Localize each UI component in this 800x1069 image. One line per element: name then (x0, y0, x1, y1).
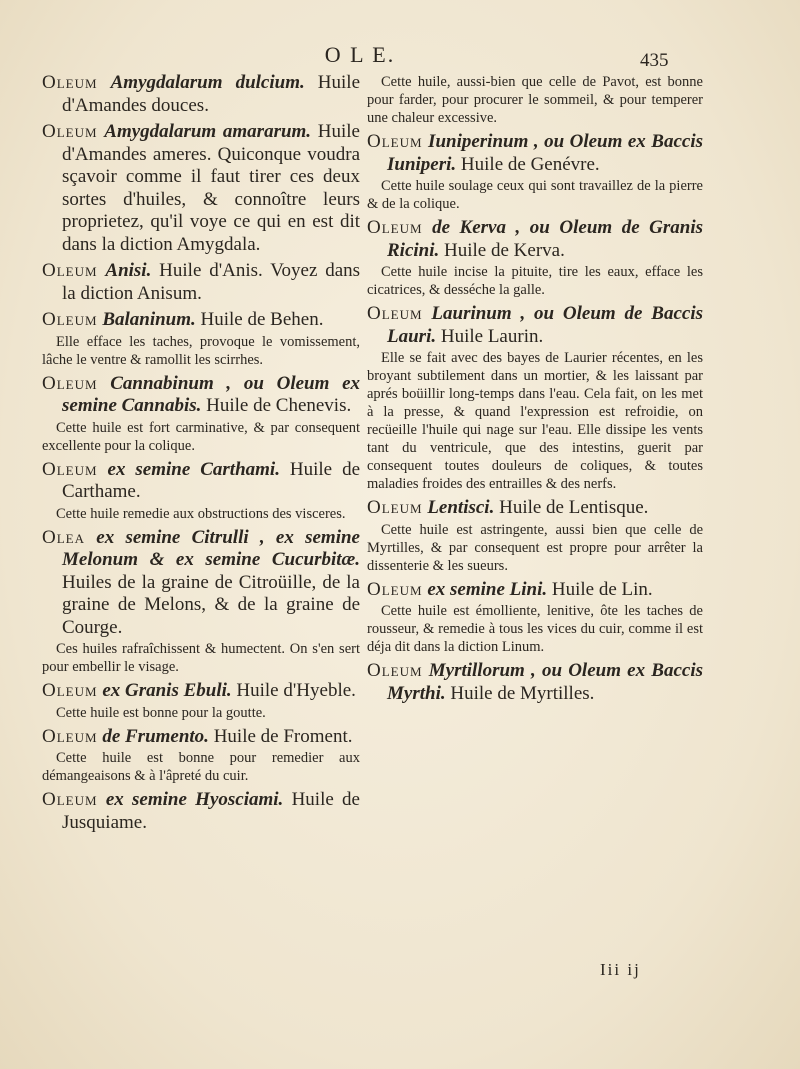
entry-keyword: Oleum (42, 72, 98, 93)
entry-french-name: Huile d'Amandes ameres. Quiconque voudra sçavoir comme il faut tirer ces deux sortes d'huiles, & connoître leurs proprietez, qu'il voye ce qui en est dit dans la diction Amygdala. (62, 121, 360, 255)
entry-headword (367, 579, 703, 602)
entry-french-name: Huile de Chenevis. (206, 395, 352, 416)
entry-keyword: Oleum (367, 303, 423, 324)
entry-keyword: Oleum (42, 260, 98, 281)
entry-french-name: Huiles de la graine de Citroüille, de la graine de Melons, & de la graine de Courge. (62, 571, 360, 638)
entry-keyword: Oleum (367, 660, 423, 681)
entry-latin-name: ex semine Hyosciami. (105, 789, 284, 810)
entry-latin-name: de Frumento. (102, 725, 209, 747)
entry-note: Cette huile incise la pituite, tire les eaux, efface les cicatrices, & desséche la galle. (367, 264, 703, 298)
entry-note: Cette huile est émolliente, lenitive, ôte les taches de rousseur, & remedie à tous les vices du cuir, comme il est déja dit dans la diction Linum. (367, 603, 703, 655)
entry-keyword: Oleum (42, 372, 98, 394)
dictionary-entry (367, 73, 703, 127)
entry-latin-name: Iuniperinum , ou Oleum ex Baccis Iuniperi. (387, 131, 703, 175)
dictionary-entry (42, 72, 360, 117)
entry-latin-name: ex semine Carthami. (107, 458, 280, 480)
entry-headword (42, 789, 360, 834)
entry-note: Cette huile, aussi-bien que celle de Pavot, est bonne pour farder, pour procurer le sommeil, & pour temperer une chaleur excessive. (367, 74, 703, 126)
entry-keyword: Oleum (42, 458, 98, 480)
entry-latin-name: ex semine Citrulli , ex semine Melonum & ex semine Cucurbitæ. (62, 526, 360, 570)
entry-french-name: Huile de Lin. (551, 578, 653, 600)
entry-french-name: Huile de Myrtilles. (450, 682, 595, 704)
signature-mark: Iii ij (600, 960, 641, 979)
entry-headword (367, 303, 703, 348)
entry-french-name: Huile de Carthame. (62, 458, 360, 502)
dictionary-entry (367, 497, 703, 575)
entry-note: Cette huile est astringente, aussi bien que celle de Myrtilles, & par consequent est propre pour arrêter la dissenterie & les sueurs. (367, 521, 703, 574)
entry-headword (42, 527, 360, 640)
entry-french-name: Huile de Froment. (213, 725, 353, 747)
entry-note: Cette huile remedie aux obstructions des visceres. (56, 505, 346, 522)
entry-keyword: Oleum (367, 217, 423, 238)
entry-keyword: Oleum (42, 789, 98, 810)
left-column (42, 72, 360, 838)
entry-french-name: Huile de Kerva. (444, 239, 565, 261)
entry-french-name: Huile de Behen. (200, 309, 324, 330)
entry-french-name: Huile de Genévre. (460, 153, 600, 175)
entry-latin-name: Anisi. (105, 260, 152, 281)
dictionary-entry (42, 260, 360, 305)
dictionary-entry (367, 217, 703, 299)
dictionary-entry (42, 121, 360, 256)
entry-headword (42, 726, 360, 749)
entry-latin-name: Amygdalarum amararum. (104, 121, 312, 142)
entry-note: Elle se fait avec des bayes de Laurier récentes, en les broyant subtilement dans un mortier, & les laissant par aprés boüillir long-temps dans l'eau. Cela fait, on les met à la presse, & quand l'expression est refroidie, on recüeille l'huile qui nage sur l'eau. Elle dissipe les vents tant du ventricule, que des intestins, guerit par consequent toutes douleurs de coliques, & toutes maladies froides des entrailles & des nerfs. (367, 350, 703, 492)
dictionary-entry (42, 680, 360, 722)
entry-latin-name: ex semine Lini. (427, 578, 548, 600)
entry-latin-name: Balaninum. (102, 309, 196, 330)
running-head: O L E. (324, 42, 396, 67)
entry-headword (367, 131, 703, 176)
entry-french-name: Huile d'Hyeble. (236, 680, 356, 701)
entry-headword (42, 680, 360, 703)
entry-latin-name: Cannabinum , ou Oleum ex semine Cannabis. (62, 372, 361, 416)
entry-headword (42, 459, 360, 504)
entry-keyword: Oleum (42, 680, 98, 701)
entry-headword (42, 72, 360, 117)
dictionary-entry (367, 303, 703, 493)
entry-headword (42, 309, 360, 332)
entry-latin-name: Amygdalarum dulcium. (110, 72, 305, 93)
entry-latin-name: Lentisci. (427, 497, 495, 518)
entry-headword (367, 497, 703, 520)
entry-note: Cette huile est bonne pour remedier aux démangeaisons & à l'âpreté du cuir. (42, 750, 360, 784)
page-number: 435 (640, 50, 669, 71)
right-column (367, 72, 703, 709)
dictionary-entry (42, 459, 360, 523)
dictionary-entry (42, 373, 360, 455)
entry-keyword: Oleum (367, 497, 423, 518)
entry-latin-name: Myrtillorum , ou Oleum ex Baccis Myrthi. (387, 660, 703, 704)
dictionary-entry (42, 726, 360, 786)
dictionary-entry (367, 660, 703, 705)
dictionary-entry (367, 131, 703, 213)
entry-keyword: Oleum (367, 578, 423, 600)
entry-note: Cette huile soulage ceux qui sont travaillez de la pierre & de la colique. (367, 178, 703, 212)
dictionary-entry (42, 309, 360, 369)
entry-headword (42, 260, 360, 305)
entry-headword (42, 373, 360, 418)
entry-latin-name: Laurinum , ou Oleum de Baccis Lauri. (387, 303, 704, 347)
page-header (0, 40, 800, 70)
entry-note: Elle efface les taches, provoque le vomissement, lâche le ventre & ramollit les scirrhes. (42, 333, 360, 368)
entry-keyword: Oleum (42, 725, 98, 747)
dictionary-entry (42, 789, 360, 834)
entry-headword (367, 217, 703, 262)
entry-headword (367, 660, 703, 705)
dictionary-entry (367, 579, 703, 657)
entry-note: Cette huile est fort carminative, & par consequent excellente pour la colique. (42, 419, 360, 454)
entry-headword (42, 121, 360, 256)
entry-keyword: Olea (42, 526, 85, 548)
entry-french-name: Huile de Lentisque. (499, 497, 649, 518)
dictionary-entry (42, 527, 360, 677)
entry-note: Cette huile est bonne pour la goutte. (56, 704, 266, 721)
entry-latin-name: ex Granis Ebuli. (102, 680, 232, 701)
entry-french-name: Huile d'Anis. Voyez dans la diction Anisum. (62, 260, 361, 304)
entry-french-name: Huile de Jusquiame. (62, 789, 360, 833)
entry-keyword: Oleum (42, 309, 98, 330)
entry-keyword: Oleum (367, 131, 423, 152)
entry-french-name: Huile d'Amandes douces. (62, 72, 361, 116)
entry-keyword: Oleum (42, 121, 98, 142)
entry-note: Ces huiles rafraîchissent & humectent. On s'en sert pour embellir le visage. (42, 641, 360, 675)
entry-latin-name: de Kerva , ou Oleum de Granis Ricini. (387, 217, 704, 261)
entry-french-name: Huile Laurin. (440, 325, 544, 347)
